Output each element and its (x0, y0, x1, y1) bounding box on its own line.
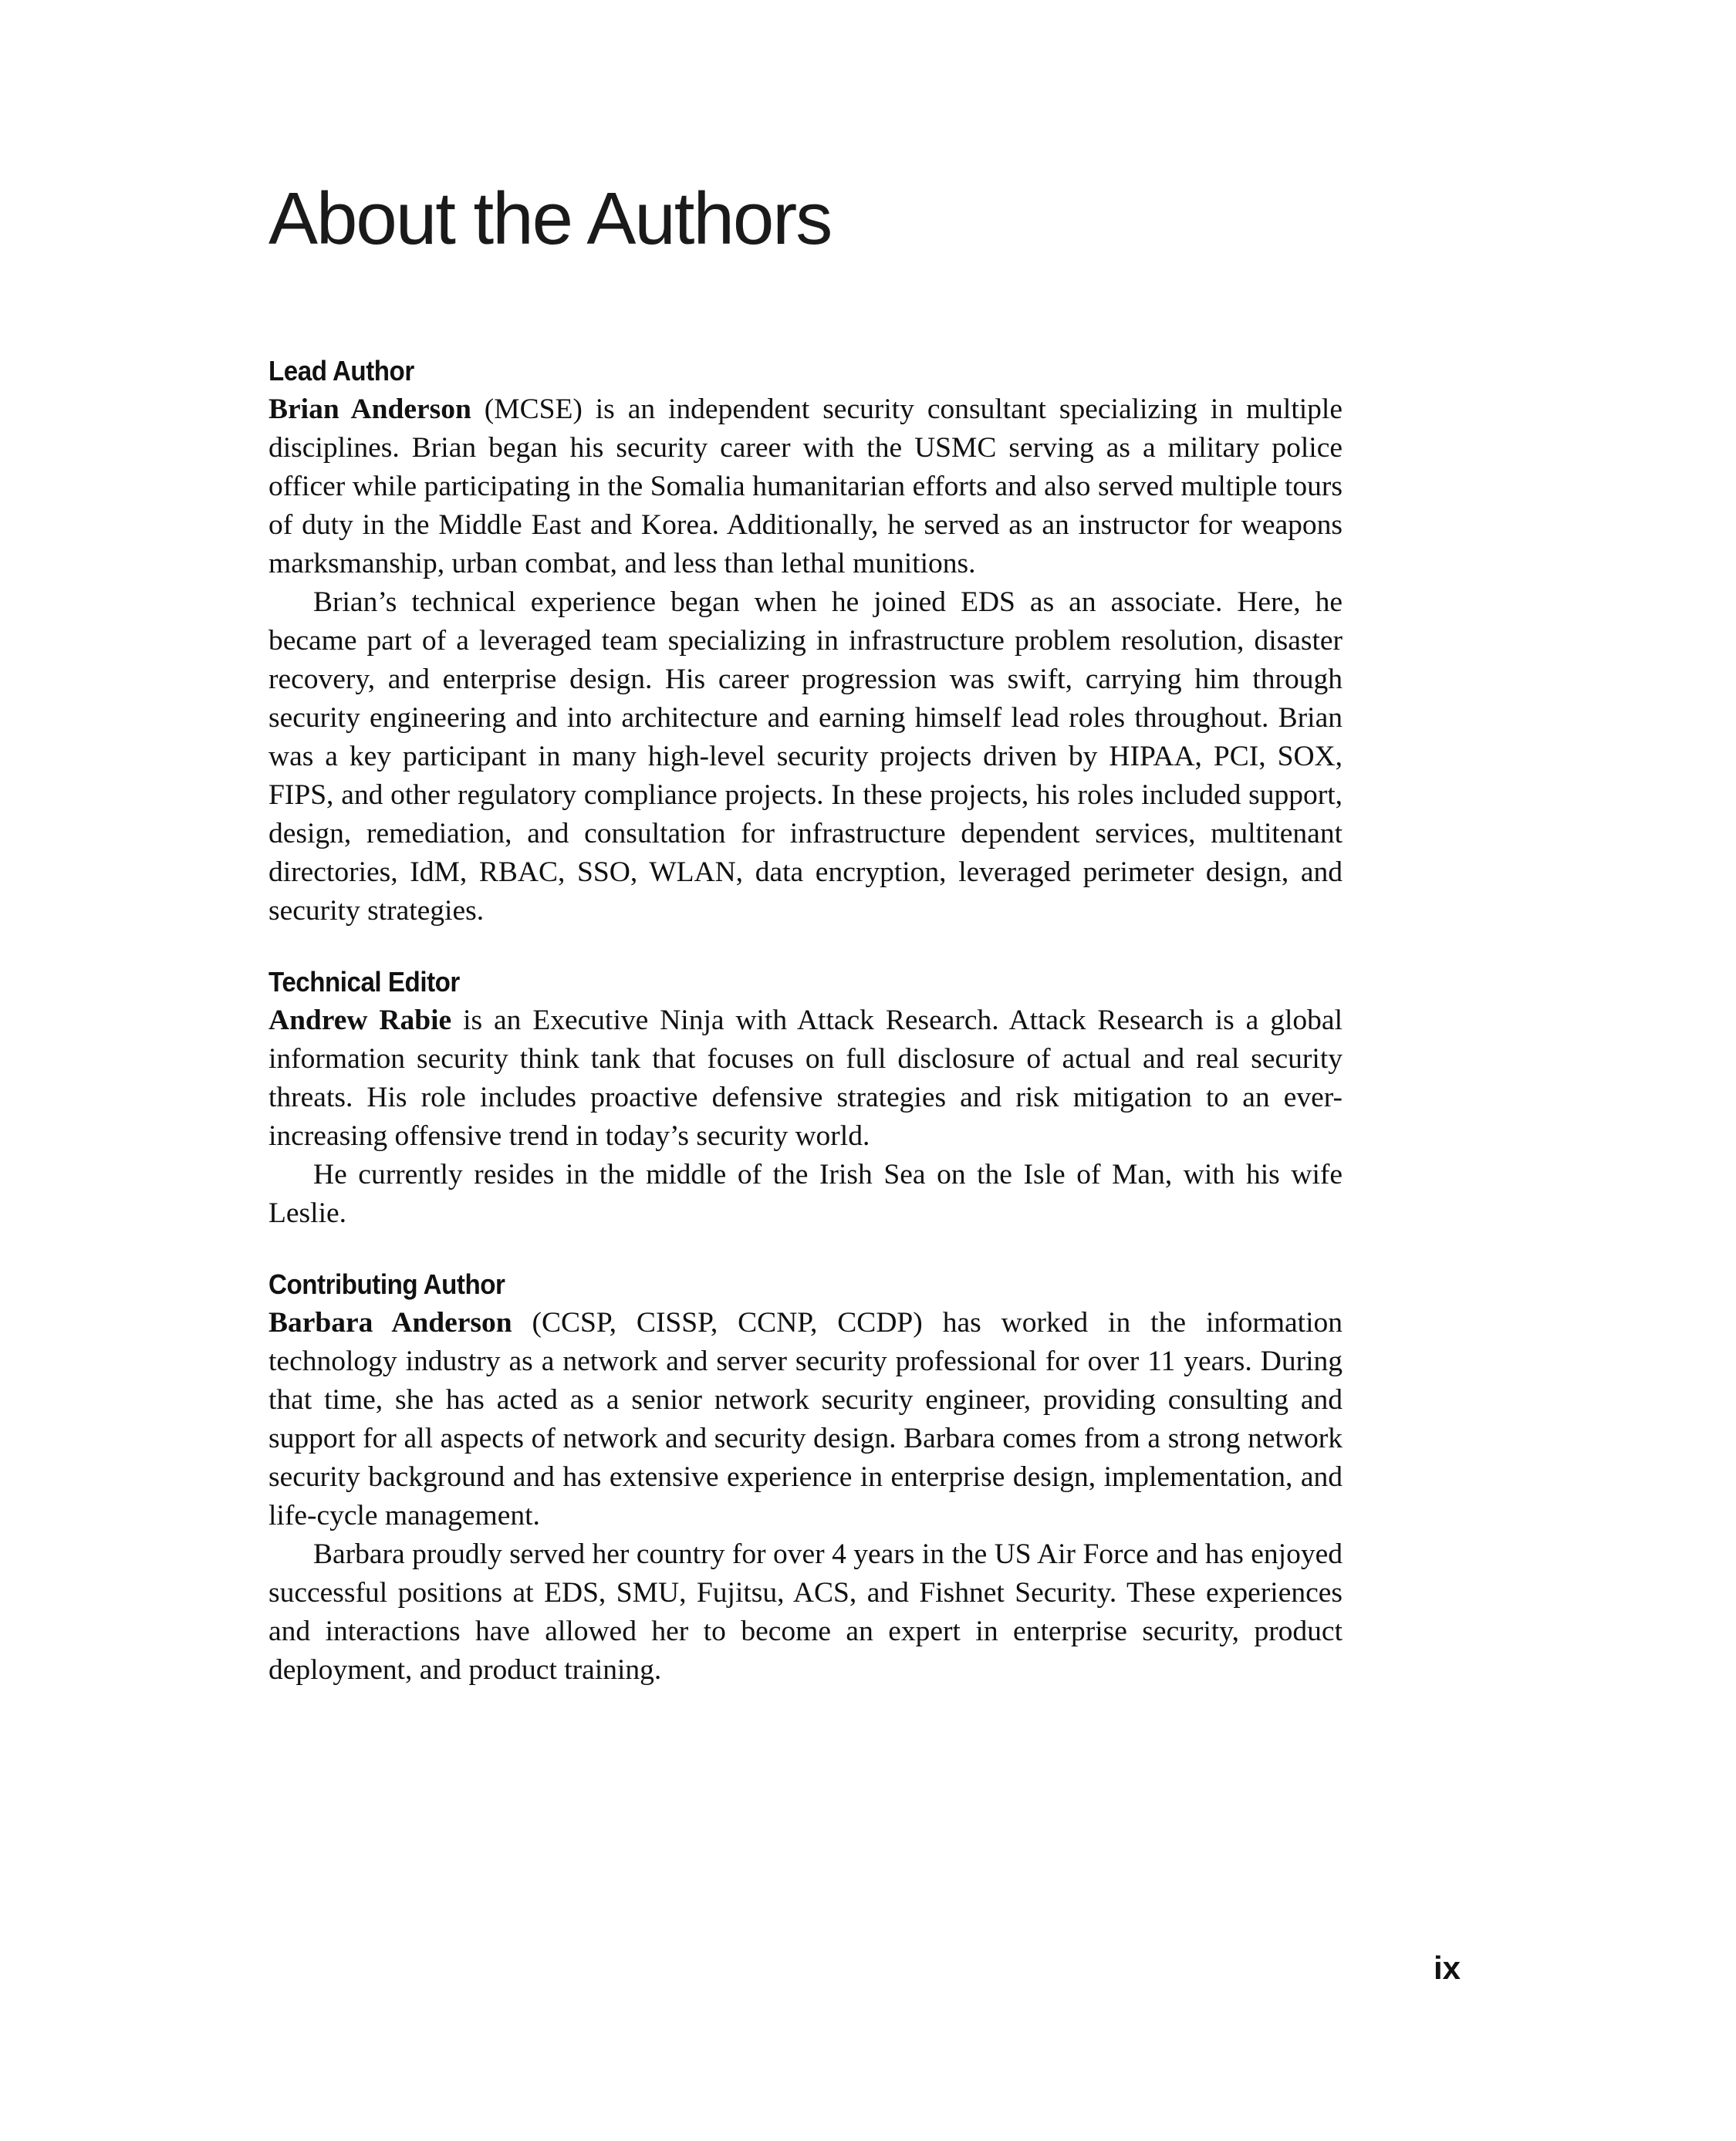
author-name: Andrew Rabie (269, 1005, 452, 1036)
bio-paragraph: Brian’s technical experience began when he joined EDS as an associate. Here, he became part of a leveraged team specializing in infrastructure problem resolution, disaster recovery, and enterprise design. His career progression was swift, carrying him through security engineering and into architecture and earning himself lead roles throughout. Brian was a key participant in many high-level security projects driven by HIPAA, PCI, SOX, FIPS, and other regulatory compliance projects. In these projects, his roles included support, design, remediation, and consultation for infrastructure dependent services, multitenant directories, IdM, RBAC, SSO, WLAN, data encryption, leveraged perimeter design, and security strategies. (269, 586, 1343, 927)
page-number: ix (1434, 1950, 1461, 1986)
section-contributing-author (269, 1265, 1343, 1690)
section-heading: Technical Editor (269, 966, 460, 998)
bio-paragraph: He currently resides in the middle of the Irish Sea on the Isle of Man, with his wife Leslie. (269, 1159, 1343, 1229)
section-heading: Lead Author (269, 355, 414, 387)
author-bio-paragraph (269, 390, 1343, 583)
section-heading: Contributing Author (269, 1268, 505, 1300)
author-bio-text: is an Executive Ninja with Attack Research. Attack Research is a global information security think tank that focuses on full disclosure of actual and real security threats. His role includes proactive defensive strategies and risk mitigation to an ever-increasing offensive trend in today’s security world. (269, 1005, 1343, 1152)
section-technical-editor (269, 963, 1343, 1233)
section-lead-author (269, 352, 1343, 930)
author-bio-paragraph (269, 1001, 1343, 1156)
author-bio-paragraph (269, 1304, 1343, 1535)
authors-content (269, 352, 1343, 1690)
author-name: Barbara Anderson (269, 1307, 512, 1339)
author-bio-text: (CCSP, CISSP, CCNP, CCDP) has worked in the information technology industry as a network and server security professional for over 11 years. During that time, she has acted as a senior network security engineer, providing consulting and support for all aspects of network and security design. Barbara comes from a strong network security background and has extensive experience in enterprise design, implementation, and life-cycle management. (269, 1307, 1343, 1531)
bio-paragraph: Barbara proudly served her country for over 4 years in the US Air Force and has enjoyed successful positions at EDS, SMU, Fujitsu, ACS, and Fishnet Security. These experiences and interactions have allowed her to become an expert in enterprise security, product deployment, and product training. (269, 1538, 1343, 1686)
author-name: Brian Anderson (269, 393, 471, 425)
author-bio-text: (MCSE) is an independent security consultant specializing in multiple disciplines. Brian began his security career with the USMC serving as a military police officer while participating in the Somalia humanitarian efforts and also served multiple tours of duty in the Middle East and Korea. Additionally, he served as an instructor for weapons marksmanship, urban combat, and less than lethal munitions. (269, 393, 1343, 579)
page-title: About the Authors (269, 177, 832, 260)
